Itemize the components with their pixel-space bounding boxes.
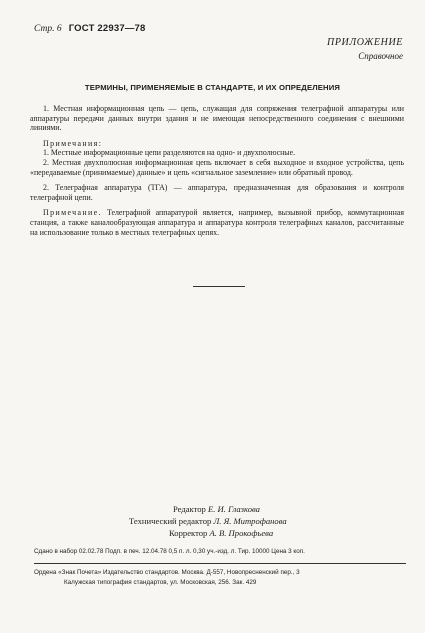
corrector-line <box>169 527 273 539</box>
note-1: 1. Местные информационные цепи разделяются на одно- и двухполюсные. <box>43 148 296 158</box>
note-3-text: Телеграфной аппаратурой является, например, вызывной прибор, коммутационная станция, а также каналообразующая аппаратура и аппаратура контроля телеграфных каналов, рассчитанные на использование только в местных телеграфных цепях. <box>30 208 404 237</box>
corrector-label: Корректор <box>169 528 208 538</box>
editor-label: Редактор <box>173 504 206 514</box>
tech-editor-name: Л. Я. Митрофанова <box>213 516 287 526</box>
section-heading: ТЕРМИНЫ, ПРИМЕНЯЕМЫЕ В СТАНДАРТЕ, И ИХ ОПРЕДЕЛЕНИЯ <box>84 83 341 92</box>
note-2: 2. Местная двухполюсная информационная цепь включает в себя выходное и входное устройства, цепь «передаваемые (принимаемые) данные» и цепь «сигнальное заземление» или обратный провод. <box>30 157 404 177</box>
appendix-title: ПРИЛОЖЕНИЕ <box>327 37 403 48</box>
publisher-info: Ордена «Знак Почета» Издательство стандартов. Москва. Д-557, Новопресненский пер., 3 <box>34 569 300 576</box>
standard-number: ГОСТ 22937—78 <box>68 23 146 34</box>
notes-label: Примечания: <box>43 138 103 148</box>
term-1: 1. Местная информационная цепь — цепь, служащая для сопряжения телеграфной аппаратуры или аппаратуры передачи данных внутри здания и не имеющая непосредственного соединения с внешними линиями. <box>30 104 404 133</box>
tech-editor-label: Технический редактор <box>129 516 212 526</box>
corrector-name: А. В. Прокофьева <box>209 528 274 538</box>
divider <box>193 286 245 287</box>
note-label: Примечание. <box>43 208 102 218</box>
term-2: 2. Телеграфная аппаратура (ТГА) — аппаратура, предназначенная для образования и контроля телеграфной цепи. <box>30 183 404 202</box>
terms-body <box>30 104 404 237</box>
appendix-block <box>327 37 403 61</box>
editor-line <box>173 503 260 515</box>
print-info: Сдано в набор 02.02.78 Подп. в печ. 12.04.78 0,5 п. л. 0,30 уч.-изд. л. Тир. 10000 Цена 3 коп. <box>34 548 305 555</box>
note-3 <box>30 208 404 237</box>
page-number: Стр. 6 <box>34 24 62 34</box>
editor-name: Е. И. Глазкова <box>208 504 260 514</box>
page-header <box>34 23 146 34</box>
printer-info: Калужская типография стандартов, ул. Московская, 256. Зак. 429 <box>64 579 257 586</box>
appendix-subtitle: Справочное <box>358 51 403 61</box>
imprint-divider <box>34 563 406 564</box>
imprint-block <box>34 548 406 586</box>
tech-editor-line <box>129 515 287 527</box>
